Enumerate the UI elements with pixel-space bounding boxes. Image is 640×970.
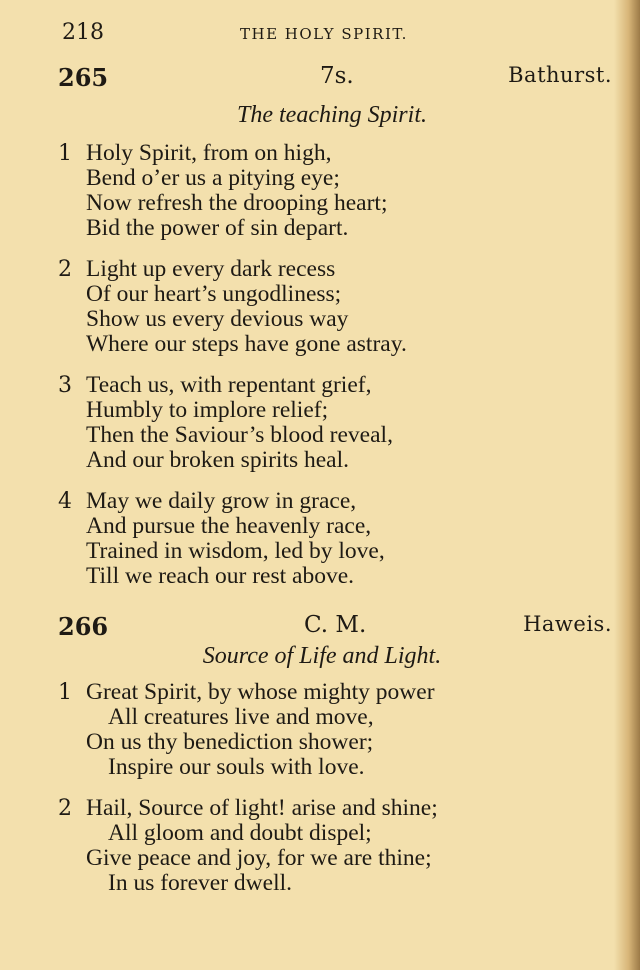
stanza-number: 3 [58, 373, 72, 398]
hymn-tune: Bathurst. [508, 63, 612, 87]
verse-line: Bid the power of sin depart. [86, 215, 349, 241]
hymn-265-heading [58, 63, 612, 97]
verse-line: Humbly to implore relief; [86, 397, 329, 423]
verse-line: Light up every dark recess [86, 256, 336, 282]
running-title: THE HOLY SPIRIT. [240, 25, 408, 43]
hymn-number: 266 [58, 612, 109, 641]
page-number: 218 [62, 20, 104, 45]
verse-line: Inspire our souls with love. [108, 754, 365, 780]
verse-line: Of our heart’s ungodliness; [86, 281, 342, 307]
verse-line: On us thy benediction shower; [86, 729, 374, 755]
stanza-number: 4 [58, 489, 72, 514]
stanza-number: 2 [58, 257, 72, 282]
verse-line: May we daily grow in grace, [86, 488, 357, 514]
hymn-266-heading [58, 612, 612, 646]
hymn-tune: Haweis. [523, 612, 612, 636]
verse-line: Give peace and joy, for we are thine; [86, 845, 432, 871]
verse-line: Teach us, with repentant grief, [86, 372, 372, 398]
verse-line: Holy Spirit, from on high, [86, 140, 332, 166]
verse-line: Till we reach our rest above. [86, 563, 355, 589]
stanza-number: 2 [58, 796, 72, 821]
verse-line: In us forever dwell. [108, 870, 293, 896]
verse-line: Bend o’er us a pitying eye; [86, 165, 340, 191]
verse-line: And pursue the heavenly race, [86, 513, 372, 539]
verse-line: Where our steps have gone astray. [86, 331, 407, 357]
hymn-meter: C. M. [304, 612, 367, 638]
hymn-meter: 7s. [320, 63, 354, 89]
page-edge [614, 0, 640, 970]
verse-line: Hail, Source of light! arise and shine; [86, 795, 438, 821]
hymn-number: 265 [58, 63, 109, 92]
hymn-266-subtitle: Source of Life and Light. [202, 643, 442, 669]
stanza-number: 1 [58, 141, 72, 166]
verse-line: Trained in wisdom, led by love, [86, 538, 385, 564]
verse-line: Now refresh the drooping heart; [86, 190, 388, 216]
verse-line: Then the Saviour’s blood reveal, [86, 422, 393, 448]
hymn-265-subtitle: The teaching Spirit. [237, 102, 427, 128]
verse-line: All gloom and doubt dispel; [108, 820, 372, 846]
running-head [62, 20, 614, 50]
verse-line: And our broken spirits heal. [86, 447, 350, 473]
stanza-number: 1 [58, 680, 72, 705]
verse-line: Great Spirit, by whose mighty power [86, 679, 435, 705]
verse-line: All creatures live and move, [108, 704, 374, 730]
verse-line: Show us every devious way [86, 306, 349, 332]
